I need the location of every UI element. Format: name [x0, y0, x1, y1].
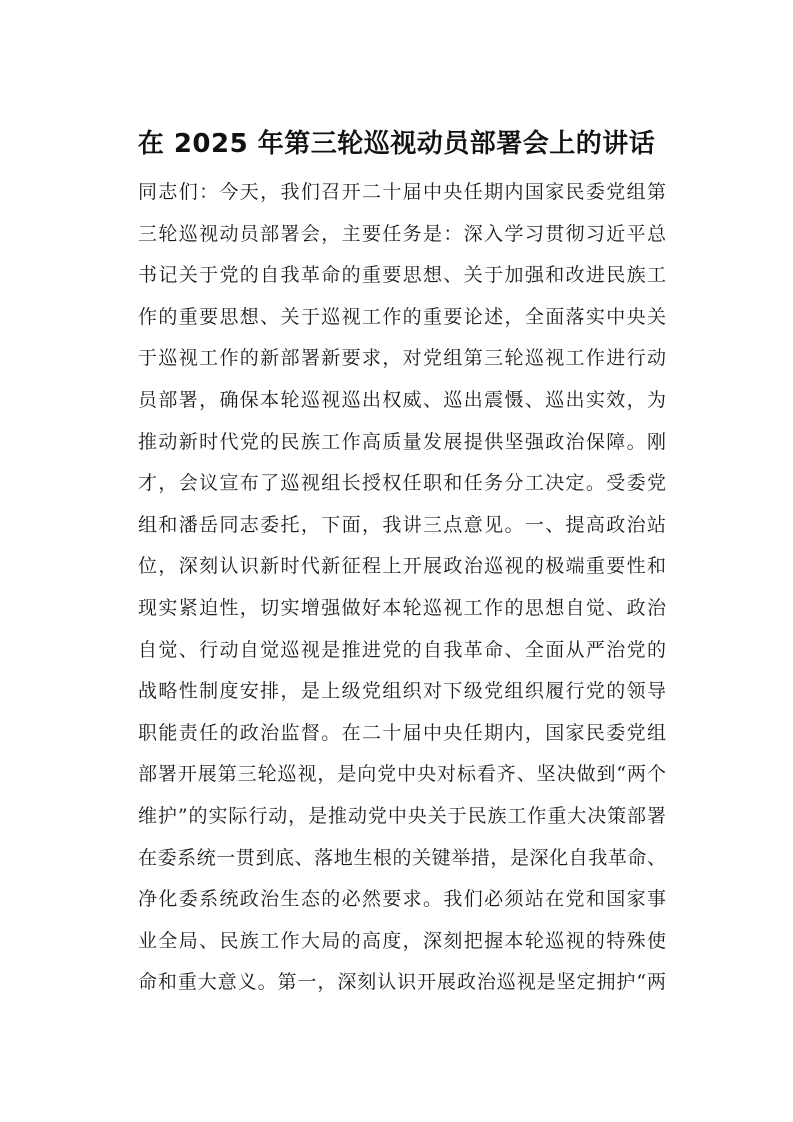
body-line: 推动新时代党的民族工作高质量发展提供坚强政治保障。刚 — [138, 430, 666, 453]
body-line: 员部署，确保本轮巡视巡出权威、巡出震慑、巡出实效，为 — [138, 388, 666, 411]
body-line: 位，深刻认识新时代新征程上开展政治巡视的极端重要性和 — [138, 555, 666, 578]
body-line: 维护”的实际行动，是推动党中央关于民族工作重大决策部署 — [138, 804, 666, 827]
body-line: 在委系统一贯到底、落地生根的关键举措，是深化自我革命、 — [138, 846, 666, 869]
body-line: 自觉、行动自觉巡视是推进党的自我革命、全面从严治党的 — [138, 638, 666, 661]
body-line: 部署开展第三轮巡视，是向党中央对标看齐、坚决做到“两个 — [138, 763, 666, 786]
body-line: 组和潘岳同志委托，下面，我讲三点意见。一、提高政治站 — [138, 513, 666, 536]
body-line: 三轮巡视动员部署会，主要任务是：深入学习贯彻习近平总 — [138, 222, 666, 245]
document-title: 在 2025 年第三轮巡视动员部署会上的讲话 — [137, 129, 656, 159]
body-line: 现实紧迫性，切实增强做好本轮巡视工作的思想自觉、政治 — [138, 596, 666, 619]
document-body — [138, 172, 666, 1004]
body-line: 净化委系统政治生态的必然要求。我们必须站在党和国家事 — [138, 888, 666, 911]
body-line: 作的重要思想、关于巡视工作的重要论述，全面落实中央关 — [138, 305, 666, 328]
body-line: 才，会议宣布了巡视组长授权任职和任务分工决定。受委党 — [138, 472, 666, 495]
body-line: 于巡视工作的新部署新要求，对党组第三轮巡视工作进行动 — [138, 347, 666, 370]
body-line: 命和重大意义。第一，深刻认识开展政治巡视是坚定拥护“两 — [138, 971, 666, 994]
body-line: 战略性制度安排，是上级党组织对下级党组织履行党的领导 — [138, 680, 666, 703]
body-line: 同志们：今天，我们召开二十届中央任期内国家民委党组第 — [138, 181, 666, 203]
body-line: 书记关于党的自我革命的重要思想、关于加强和改进民族工 — [138, 264, 666, 287]
body-line: 业全局、民族工作大局的高度，深刻把握本轮巡视的特殊使 — [138, 929, 666, 952]
body-line: 职能责任的政治监督。在二十届中央任期内，国家民委党组 — [138, 721, 666, 744]
